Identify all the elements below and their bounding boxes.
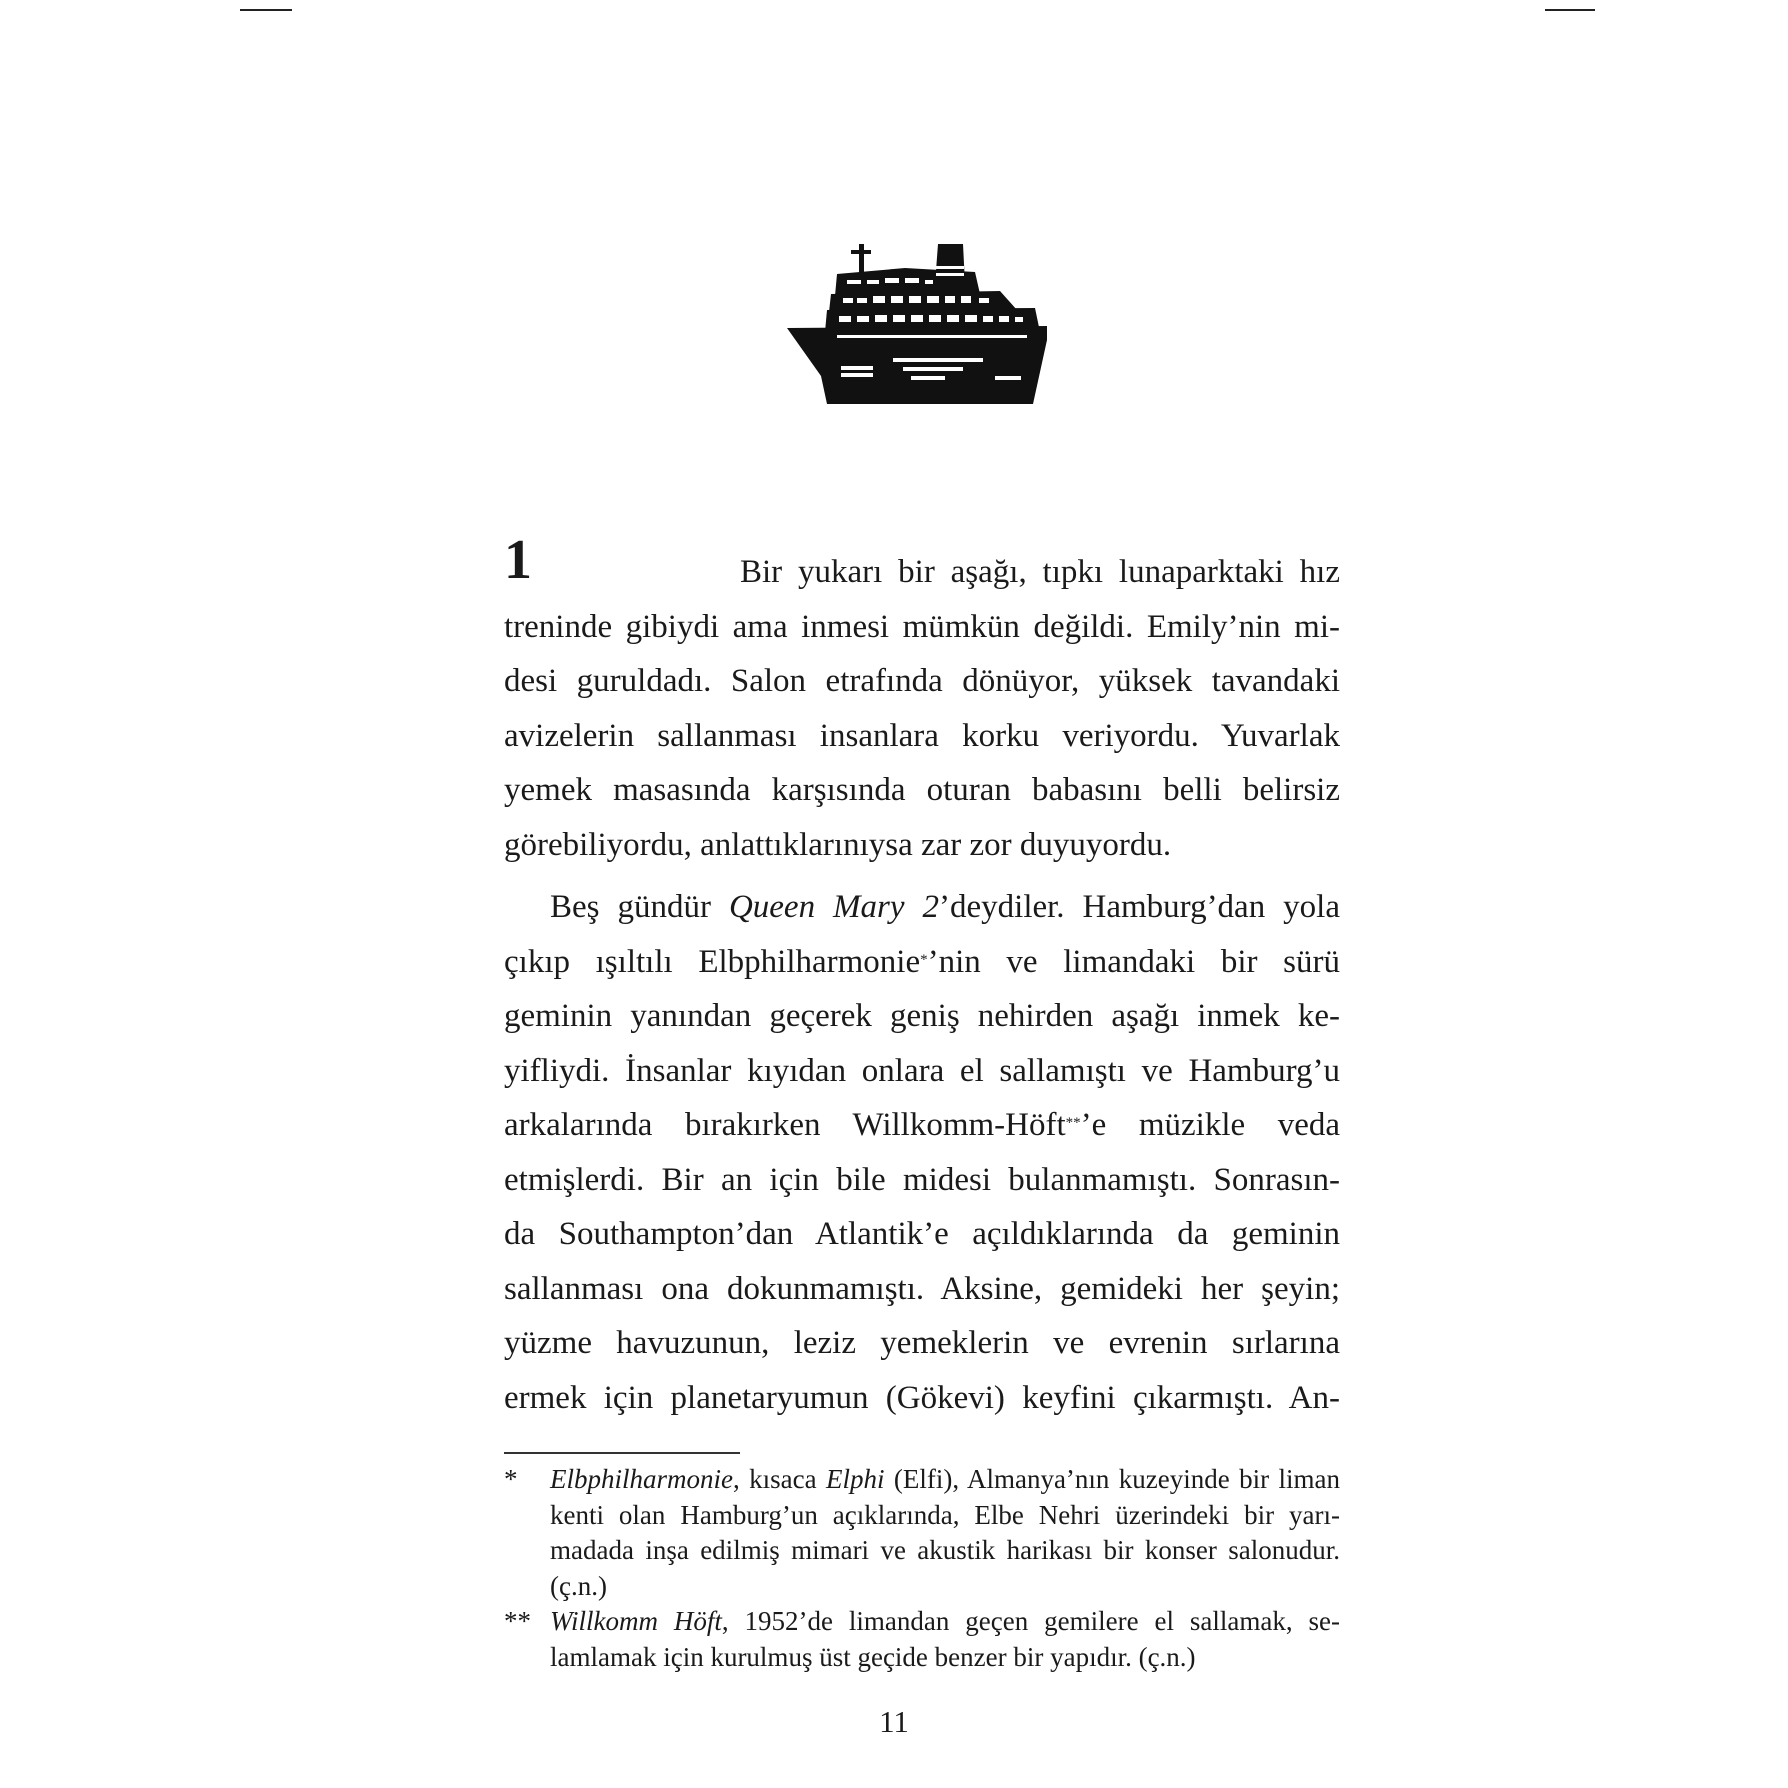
text-run: Willkomm Höft — [550, 1606, 722, 1636]
paragraph-1 — [504, 545, 1340, 872]
chapter-number: 1 — [504, 529, 532, 591]
crop-mark-right — [1545, 9, 1595, 11]
footnote-line: kenti olan Hamburg’un açıklarında, Elbe Nehri üzerindeki bir yarı- — [550, 1499, 1340, 1530]
text-run: Elbphilharmonie — [550, 1464, 733, 1494]
footnote-mark: ** — [504, 1606, 531, 1636]
text-run: , kısaca — [733, 1464, 826, 1494]
crop-mark-left — [240, 9, 292, 11]
paragraph-line — [504, 880, 1340, 935]
ship-name: Queen Mary 2 — [728, 889, 940, 925]
paragraph-line: treninde gibiydi ama inmesi mümkün değildi. Emily’nin mi- — [504, 608, 1340, 645]
footnote-line — [550, 1462, 1340, 1498]
paragraph-line: yüzme havuzunun, leziz yemeklerin ve evrenin sırlarına — [504, 1325, 1340, 1361]
paragraph-line: etmişlerdi. Bir an için bile midesi bulanmamıştı. Sonrasın- — [504, 1161, 1340, 1198]
paragraph-line: görebiliyordu, anlattıklarınıysa zar zor duyuyordu. — [504, 826, 1172, 863]
paragraph-line: desi guruldadı. Salon etrafında dönüyor, yüksek tavandaki — [504, 663, 1340, 699]
page-number: 11 — [879, 1704, 909, 1739]
text-run: , 1952’de limandan geçen gemilere el sallamak, se- — [721, 1606, 1340, 1636]
footnote-1 — [504, 1462, 1340, 1604]
text-run: çıkıp ışıltılı Elbphilharmonie — [504, 943, 921, 980]
text-run: Beş gündür — [550, 889, 729, 925]
paragraph-line: ermek için planetaryumun (Gökevi) keyfini çıkarmıştı. An- — [504, 1379, 1340, 1416]
footnote-ref: ** — [1065, 1115, 1081, 1131]
paragraph-line — [504, 1098, 1340, 1153]
paragraph-line: yemek masasında karşısında oturan babasını belli belirsiz — [504, 772, 1340, 808]
footnote-line: lamlamak için kurulmuş üst geçide benzer bir yapıdır. (ç.n.) — [550, 1641, 1196, 1672]
footnote-line: madada inşa edilmiş mimari ve akustik harikası bir konser salonudur. — [550, 1535, 1340, 1565]
footnote-mark: * — [504, 1464, 518, 1494]
footnote-ref: * — [920, 951, 928, 968]
paragraph-line: da Southampton’dan Atlantik’e açıldıklarında da geminin — [504, 1216, 1340, 1252]
text-run: ’nin ve limandaki bir sürü — [927, 943, 1340, 980]
paragraph-line: Bir yukarı bir aşağı, tıpkı lunaparktaki hız — [740, 554, 1340, 590]
text-run: ’deydiler. Hamburg’dan yola — [939, 889, 1340, 925]
footnote-line — [550, 1604, 1340, 1640]
paragraph-line: avizelerin sallanması insanlara korku veriyordu. Yuvarlak — [504, 717, 1340, 754]
footnote-2 — [504, 1604, 1340, 1675]
footnote-divider — [504, 1452, 740, 1454]
paragraph-2 — [504, 880, 1340, 1425]
text-run: arkalarında bırakırken Willkomm-Höft — [504, 1107, 1066, 1143]
paragraph-line: geminin yanından geçerek geniş nehirden aşağı inmek ke- — [504, 998, 1340, 1034]
text-run: Elphi — [825, 1464, 885, 1494]
paragraph-line — [504, 935, 1340, 990]
text-run: ’e müzikle veda — [1080, 1107, 1340, 1143]
text-run: (Elfi), Almanya’nın kuzeyinde bir liman — [884, 1464, 1340, 1494]
footnotes — [504, 1462, 1340, 1675]
footnote-line: (ç.n.) — [550, 1570, 607, 1601]
paragraph-line: yifliydi. İnsanlar kıyıdan onlara el sallamıştı ve Hamburg’u — [504, 1052, 1340, 1089]
paragraph-line: sallanması ona dokunmamıştı. Aksine, gemideki her şeyin; — [504, 1270, 1340, 1307]
ship-icon — [785, 236, 1050, 406]
